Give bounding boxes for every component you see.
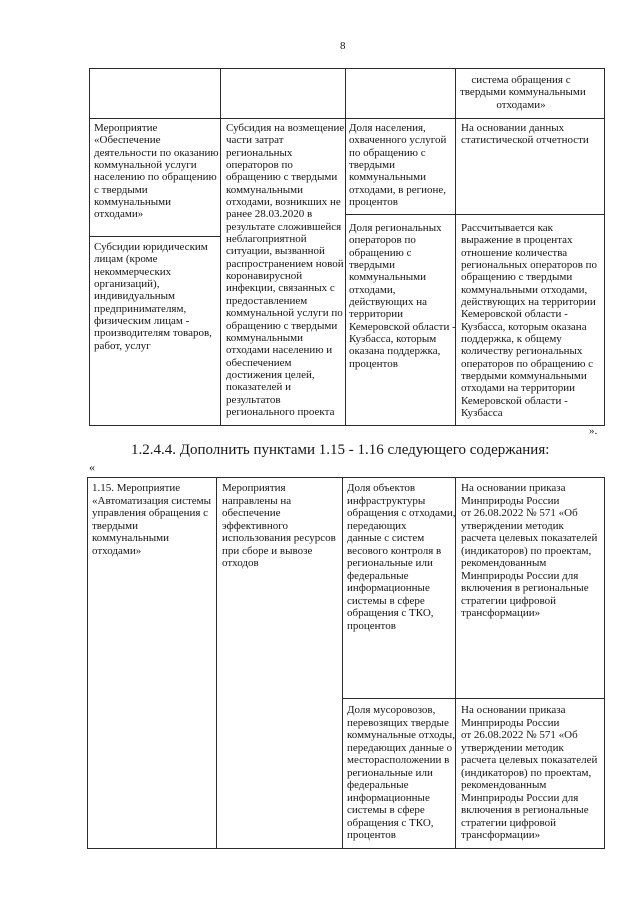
table1-indicator-population-cell: Доля населения, охваченного услугой по обращению с твердыми коммунальными отходами, в регионе, процентов [349,122,447,209]
table2-basis-order-cell-1: На основании приказа Минприроды России от 26.08.2022 № 571 «Об утверждении методик расчета целевых показателей (индикаторов) по проектам, рекомендованным Минприроды России для включения в региональные стратегии цифровой трансформации» [461,482,598,619]
table1-basis-statistics-cell: На основании данных статистической отчетности [461,122,589,147]
table1-row1-basis-cell: система обращения с твердыми коммунальными отходами» [460,74,586,111]
table2-description-cell: Мероприятия направлены на обеспечение эффективного использования ресурсов при сборе и вывозе отходов [222,482,336,569]
table1-recipients-cell: Субсидии юридическим лицам (кроме некоммерческих организаций), индивидуальным предпринимателям, физическим лицам - производителям товаров, работ, услуг [94,241,212,352]
opening-quote: « [89,460,95,474]
closing-quote: ». [589,425,598,437]
table2-basis-order-cell-2: На основании приказа Минприроды России от 26.08.2022 № 571 «Об утверждении методик расчета целевых показателей (индикаторов) по проектам, рекомендованным Минприроды России для включения в региональные стратегии цифровой трансформации» [461,704,598,841]
table2-indicator-infrastructure-cell: Доля объектов инфраструктуры обращения с отходами, передающих данные с систем весового контроля в региональные или федеральные информационные системы в сфере обращения с ТКО, процентов [347,482,456,632]
table2-indicator-trucks-cell: Доля мусоровозов, перевозящих твердые коммунальные отходы, передающих данные о месторасположении в региональные или федеральные информационные системы в сфере обращения с ТКО, процентов [347,704,455,841]
table1-measure-cell: Мероприятие «Обеспечение деятельности по оказанию коммунальной услуги населению по обращению с твердыми коммунальными отходами» [94,122,219,221]
table1-indicator-operators-cell: Доля региональных операторов по обращению с твердыми коммунальными отходами, действующих на территории Кемеровской области - Кузбасса, которым оказана поддержка, процентов [349,222,456,370]
table-new-items [87,477,605,849]
table2-measure-cell: 1.15. Мероприятие «Автоматизация системы управления обращения с твердыми коммунальными отходами» [92,482,211,557]
amendment-heading: 1.2.4.4. Дополнить пунктами 1.15 - 1.16 следующего содержания: [131,442,550,458]
table-continuation [89,68,605,426]
page-number: 8 [340,40,346,52]
table1-subsidy-cell: Субсидия на возмещение части затрат региональных операторов по обращению с твердыми коммунальными отходами, возникших не ранее 28.03.2020 в результате сложившейся неблагоприятной ситуации, вызванной распространением новой коронавирусной инфекции, связанных с предоставлением коммунальной услуги по обращению с твердыми коммунальными отходами населению и обеспечением достижения целей, показателей и результатов регионального проекта [226,122,345,418]
table1-calculation-cell: Рассчитывается как выражение в процентах отношение количества региональных операторов по обращению с твердыми коммунальными отходами, действующих на территории Кемеровской области - Кузбасса, которым оказана поддержка, к общему количеству региональных операторов по обращению с твердыми коммунальными отходами на территории Кемеровской области - Кузбасса [461,222,598,420]
